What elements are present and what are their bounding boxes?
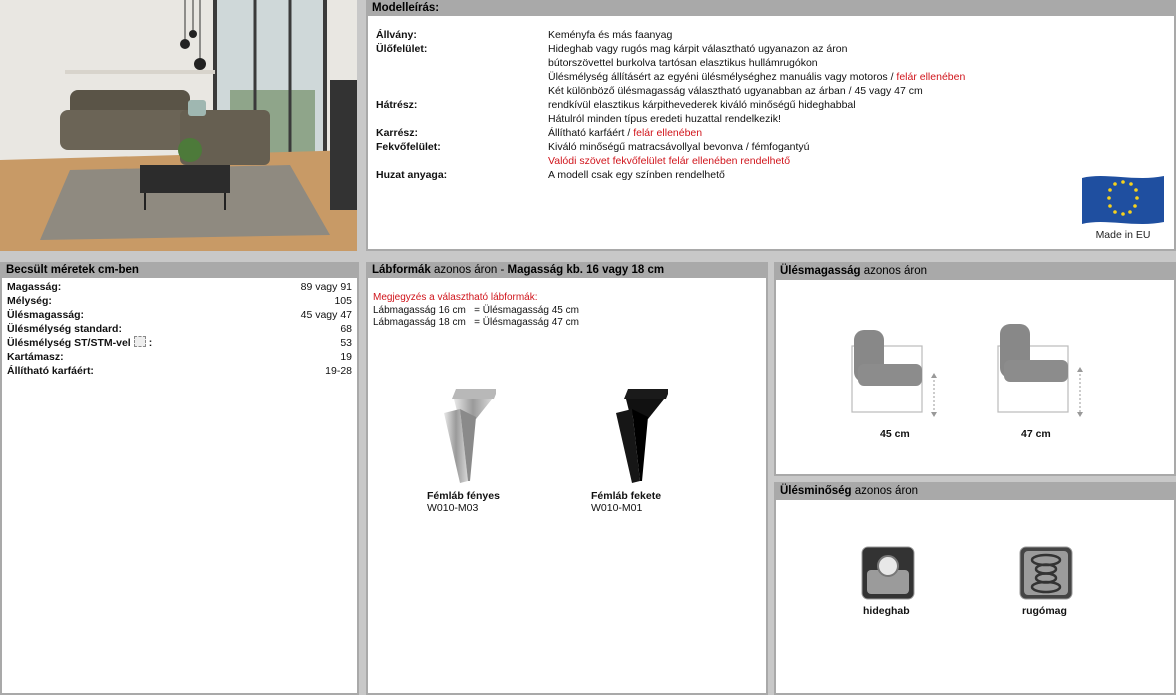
model-description-row	[376, 98, 965, 112]
leg-shapes-header: Lábformák azonos áron - Magasság kb. 16 vagy 18 cm	[366, 262, 768, 278]
dimension-label-text: Kartámasz:	[7, 351, 64, 363]
model-description-value	[548, 140, 809, 154]
value-text: Két különböző ülésmagasság választható ugyanabban az árban / 45 vagy 47 cm	[548, 85, 923, 97]
model-description-row	[376, 112, 965, 126]
model-description-row	[376, 168, 965, 182]
model-description-row	[376, 140, 965, 154]
dimension-row	[2, 294, 357, 308]
dimension-value: 19-28	[325, 365, 352, 377]
leg-name: Fémláb fényes	[427, 490, 500, 502]
dimensions-header: Becsült méretek cm-ben	[0, 262, 359, 278]
leg-item-black	[591, 490, 661, 514]
value-text: bútorszövettel burkolva tartósan elasztikus hullámrugókon	[548, 57, 818, 69]
black-leg-icon	[608, 387, 668, 487]
model-description-label: Ülőfelület:	[376, 43, 428, 55]
leg-note-title: Megjegyzés a választható lábformák:	[373, 292, 538, 303]
model-description-label: Állvány:	[376, 29, 417, 41]
value-highlight: felár ellenében	[896, 71, 966, 83]
model-description-row	[376, 154, 965, 168]
dimension-label-text: Ülésmélység standard:	[7, 323, 122, 335]
model-description-label: Fekvőfelület:	[376, 141, 441, 153]
seat-quality-panel	[774, 482, 1176, 695]
dimension-row	[2, 322, 357, 336]
dimension-label	[7, 350, 64, 364]
dimension-label-text: Állítható karfáért:	[7, 365, 94, 377]
model-description-value	[548, 154, 790, 168]
seat-quality-label-spring: rugómag	[1022, 605, 1067, 617]
leg-code: W010-M03	[427, 502, 479, 514]
dimension-label-text: Mélység:	[7, 295, 52, 307]
chair-45cm-icon	[850, 326, 940, 421]
dimension-label	[7, 280, 61, 294]
dimension-value: 45 vagy 47	[300, 309, 352, 321]
model-description-value	[548, 28, 672, 42]
model-description-label	[376, 56, 548, 70]
value-text: Ülésmélység állításért az egyéni ülésmélységhez manuális vagy motoros /	[548, 71, 897, 83]
model-description-value	[548, 84, 923, 98]
dimension-value: 53	[340, 337, 352, 349]
model-description-label: Hátrész:	[376, 99, 418, 111]
dimension-row	[2, 350, 357, 364]
dimension-label	[7, 336, 152, 350]
model-description-row	[376, 70, 965, 84]
dimensions-panel	[0, 262, 359, 695]
model-description-value	[548, 70, 965, 84]
living-room-photo	[0, 0, 357, 251]
dimension-value: 68	[340, 323, 352, 335]
value-text: Kiváló minőségű matracsávollyal bevonva / fémfogantyú	[548, 141, 810, 153]
model-description-label: Karrész:	[376, 127, 419, 139]
seat-depth-adjust-icon	[134, 336, 146, 347]
dimension-label	[7, 322, 122, 336]
model-description-value	[548, 56, 818, 70]
model-description-label	[376, 70, 548, 84]
model-description-row	[376, 28, 965, 42]
value-text: Állítható karfáért /	[548, 127, 634, 139]
dimension-row	[2, 308, 357, 322]
leg-item-chrome	[427, 490, 500, 514]
dimension-label-text: Ülésmagasság:	[7, 309, 85, 321]
dimension-row	[2, 280, 357, 294]
dimension-label	[7, 364, 94, 378]
value-highlight: Valódi szövet fekvőfelület felár ellenében rendelhető	[548, 155, 791, 167]
leg-shapes-panel	[366, 262, 768, 695]
leg-code: W010-M01	[591, 502, 643, 514]
leg-note	[373, 292, 579, 330]
model-description-label	[376, 154, 548, 168]
value-text: Hideghab vagy rugós mag kárpit választható ugyanazon az áron	[548, 43, 848, 55]
dimension-label	[7, 308, 84, 322]
model-description-row	[376, 84, 965, 98]
product-photo	[0, 0, 357, 251]
value-text: Keményfa és más faanyag	[548, 29, 673, 41]
model-description-header: Modelleírás:	[366, 0, 1176, 16]
dimension-row	[2, 364, 357, 378]
made-in-eu-flag-icon	[1080, 172, 1166, 242]
seat-quality-label-foam: hideghab	[863, 605, 910, 617]
model-description-row	[376, 42, 965, 56]
spring-core-icon	[1019, 546, 1073, 600]
model-description-value	[548, 168, 725, 182]
value-text: Hátulról minden típus eredeti huzattal rendelkezik!	[548, 113, 781, 125]
model-description-label: Huzat anyaga:	[376, 169, 448, 181]
model-description-label	[376, 112, 548, 126]
model-description-label	[376, 84, 548, 98]
seat-height-label-45: 45 cm	[880, 428, 910, 440]
model-description-list	[376, 28, 965, 182]
dimensions-list	[2, 278, 357, 378]
seat-height-header: Ülésmagasság azonos áron	[774, 262, 1176, 280]
made-in-eu-label: Made in EU	[1095, 229, 1151, 241]
dimension-value: 105	[334, 295, 352, 307]
chrome-leg-icon	[436, 387, 496, 487]
model-description-panel	[366, 0, 1176, 251]
model-description-row	[376, 126, 965, 140]
model-description-value	[548, 112, 781, 126]
dimension-label	[7, 294, 52, 308]
model-description-value	[548, 42, 847, 56]
seat-height-panel	[774, 262, 1176, 476]
chair-47cm-icon	[996, 320, 1086, 420]
leg-note-line-2: Lábmagasság 18 cm = Ülésmagasság 47 cm	[373, 317, 579, 328]
dimension-value: 19	[340, 351, 352, 363]
dimension-label-text: Magasság:	[7, 281, 62, 293]
model-description-value	[548, 126, 702, 140]
seat-height-label-47: 47 cm	[1021, 428, 1051, 440]
seat-quality-header: Ülésminőség azonos áron	[774, 482, 1176, 500]
value-text: rendkívül elasztikus kárpithevederek kiváló minőségű hideghabbal	[548, 99, 856, 111]
dimension-value: 89 vagy 91	[300, 281, 352, 293]
dimension-row	[2, 336, 357, 350]
model-description-value	[548, 98, 856, 112]
leg-note-line-1: Lábmagasság 16 cm = Ülésmagasság 45 cm	[373, 304, 579, 316]
cold-foam-icon	[861, 546, 915, 600]
value-highlight: felár ellenében	[633, 127, 703, 139]
value-text: A modell csak egy színben rendelhető	[548, 169, 725, 181]
model-description-row	[376, 56, 965, 70]
dimension-label-text: Ülésmélység ST/STM-vel	[7, 337, 131, 349]
colon: :	[148, 337, 153, 349]
leg-name: Fémláb fekete	[591, 490, 662, 502]
